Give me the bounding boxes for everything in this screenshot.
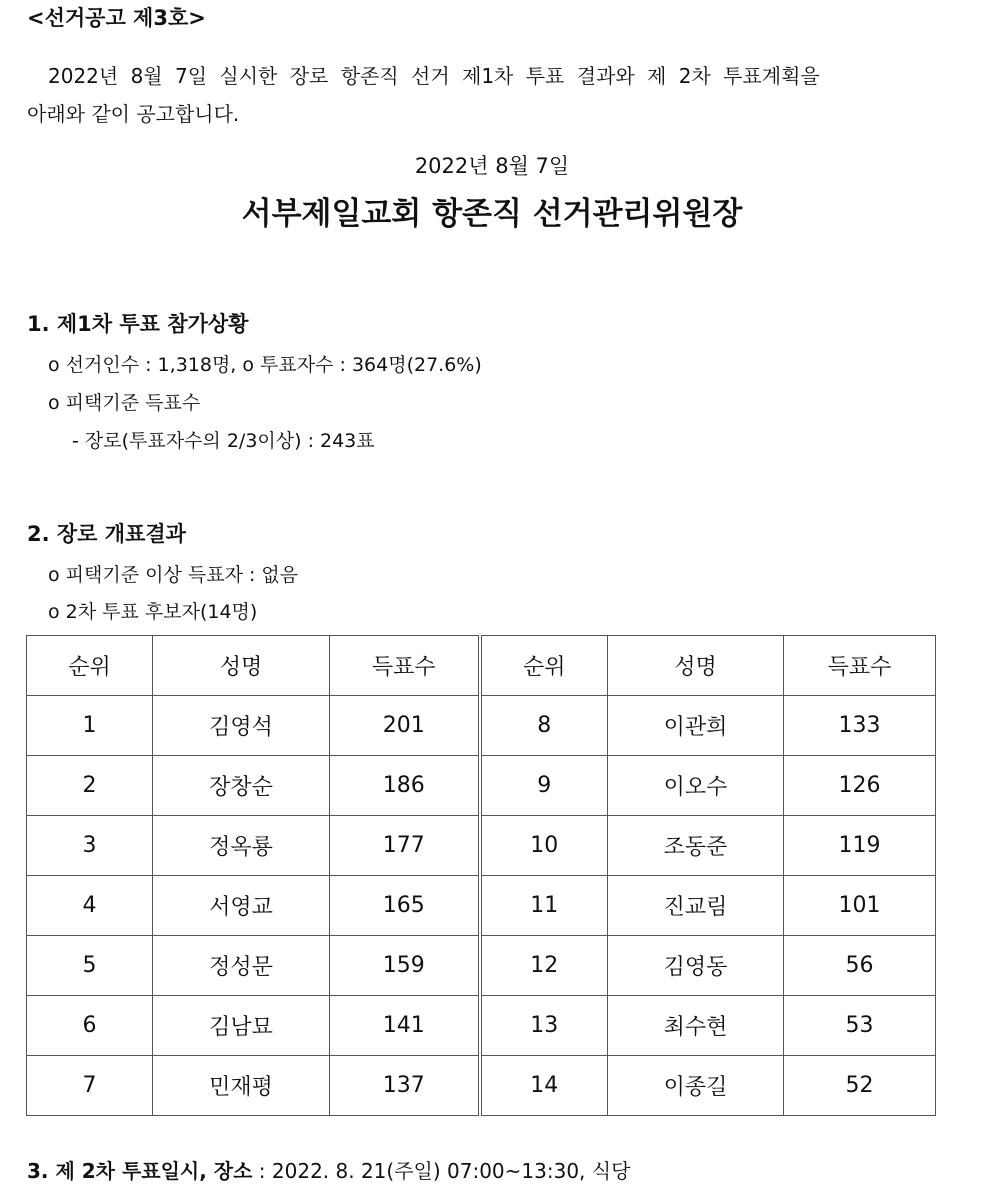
cell-votes: 101 bbox=[784, 876, 936, 936]
cell-name: 진교림 bbox=[608, 876, 784, 936]
cell-votes: 119 bbox=[784, 816, 936, 876]
cell-votes: 56 bbox=[784, 936, 936, 996]
header-name: 성명 bbox=[153, 636, 330, 696]
cell-name: 김영동 bbox=[608, 936, 784, 996]
cell-name: 이종길 bbox=[608, 1056, 784, 1116]
header-rank: 순위 bbox=[480, 636, 608, 696]
header-votes: 득표수 bbox=[784, 636, 936, 696]
cell-rank: 9 bbox=[480, 756, 608, 816]
cell-rank: 6 bbox=[27, 996, 153, 1056]
cell-votes: 159 bbox=[330, 936, 480, 996]
cell-votes: 177 bbox=[330, 816, 480, 876]
section-1-title: 1. 제1차 투표 참가상황 bbox=[27, 312, 249, 336]
table-row bbox=[27, 696, 936, 756]
issuer-title: 서부제일교회 항존직 선거관리위원장 bbox=[241, 196, 743, 232]
cell-rank: 13 bbox=[480, 996, 608, 1056]
cell-votes: 141 bbox=[330, 996, 480, 1056]
cell-name: 장창순 bbox=[153, 756, 330, 816]
cell-name: 서영교 bbox=[153, 876, 330, 936]
cell-name: 민재평 bbox=[153, 1056, 330, 1116]
cell-name: 정성문 bbox=[153, 936, 330, 996]
cell-rank: 2 bbox=[27, 756, 153, 816]
cell-votes: 133 bbox=[784, 696, 936, 756]
header-rank: 순위 bbox=[27, 636, 153, 696]
table-row bbox=[27, 936, 936, 996]
section-2-candidates: o 2차 투표 후보자(14명) bbox=[48, 601, 258, 623]
cell-rank: 5 bbox=[27, 936, 153, 996]
cell-votes: 165 bbox=[330, 876, 480, 936]
cell-rank: 12 bbox=[480, 936, 608, 996]
table-row bbox=[27, 876, 936, 936]
cell-votes: 137 bbox=[330, 1056, 480, 1116]
notice-number: <선거공고 제3호> bbox=[27, 6, 206, 30]
cell-votes: 186 bbox=[330, 756, 480, 816]
cell-name: 최수현 bbox=[608, 996, 784, 1056]
cell-name: 정옥룡 bbox=[153, 816, 330, 876]
table-row bbox=[27, 1056, 936, 1116]
header-votes: 득표수 bbox=[330, 636, 480, 696]
cell-votes: 52 bbox=[784, 1056, 936, 1116]
notice-date: 2022년 8월 7일 bbox=[414, 154, 570, 178]
header-name: 성명 bbox=[608, 636, 784, 696]
section-1-criteria: o 피택기준 득표수 bbox=[48, 392, 201, 414]
cell-name: 김남묘 bbox=[153, 996, 330, 1056]
cell-rank: 11 bbox=[480, 876, 608, 936]
section-3-title: 3. 제 2차 투표일시, 장소 bbox=[27, 1159, 253, 1183]
cell-votes: 126 bbox=[784, 756, 936, 816]
cell-rank: 4 bbox=[27, 876, 153, 936]
intro-line-2: 아래와 같이 공고합니다. bbox=[27, 102, 240, 126]
cell-rank: 3 bbox=[27, 816, 153, 876]
cell-rank: 10 bbox=[480, 816, 608, 876]
results-table bbox=[26, 635, 936, 1116]
cell-name: 김영석 bbox=[153, 696, 330, 756]
cell-votes: 53 bbox=[784, 996, 936, 1056]
section-2-elected: o 피택기준 이상 득표자 : 없음 bbox=[48, 564, 299, 586]
intro-line-1: 2022년 8월 7일 실시한 장로 항존직 선거 제1차 투표 결과와 제 2차 투표계획을 bbox=[48, 64, 820, 88]
cell-name: 조동준 bbox=[608, 816, 784, 876]
cell-votes: 201 bbox=[330, 696, 480, 756]
cell-name: 이관희 bbox=[608, 696, 784, 756]
cell-rank: 14 bbox=[480, 1056, 608, 1116]
section-1-voters: o 선거인수 : 1,318명, o 투표자수 : 364명(27.6%) bbox=[48, 354, 482, 376]
section-3-value: : 2022. 8. 21(주일) 07:00~13:30, 식당 bbox=[252, 1159, 631, 1183]
cell-rank: 8 bbox=[480, 696, 608, 756]
cell-rank: 7 bbox=[27, 1056, 153, 1116]
section-2-title: 2. 장로 개표결과 bbox=[27, 522, 186, 546]
cell-rank: 1 bbox=[27, 696, 153, 756]
table-row bbox=[27, 756, 936, 816]
table-header-row bbox=[27, 636, 936, 696]
table-row bbox=[27, 816, 936, 876]
cell-name: 이오수 bbox=[608, 756, 784, 816]
section-3 bbox=[27, 1155, 630, 1184]
section-1-criteria-detail: - 장로(투표자수의 2/3이상) : 243표 bbox=[72, 430, 375, 452]
table-row bbox=[27, 996, 936, 1056]
